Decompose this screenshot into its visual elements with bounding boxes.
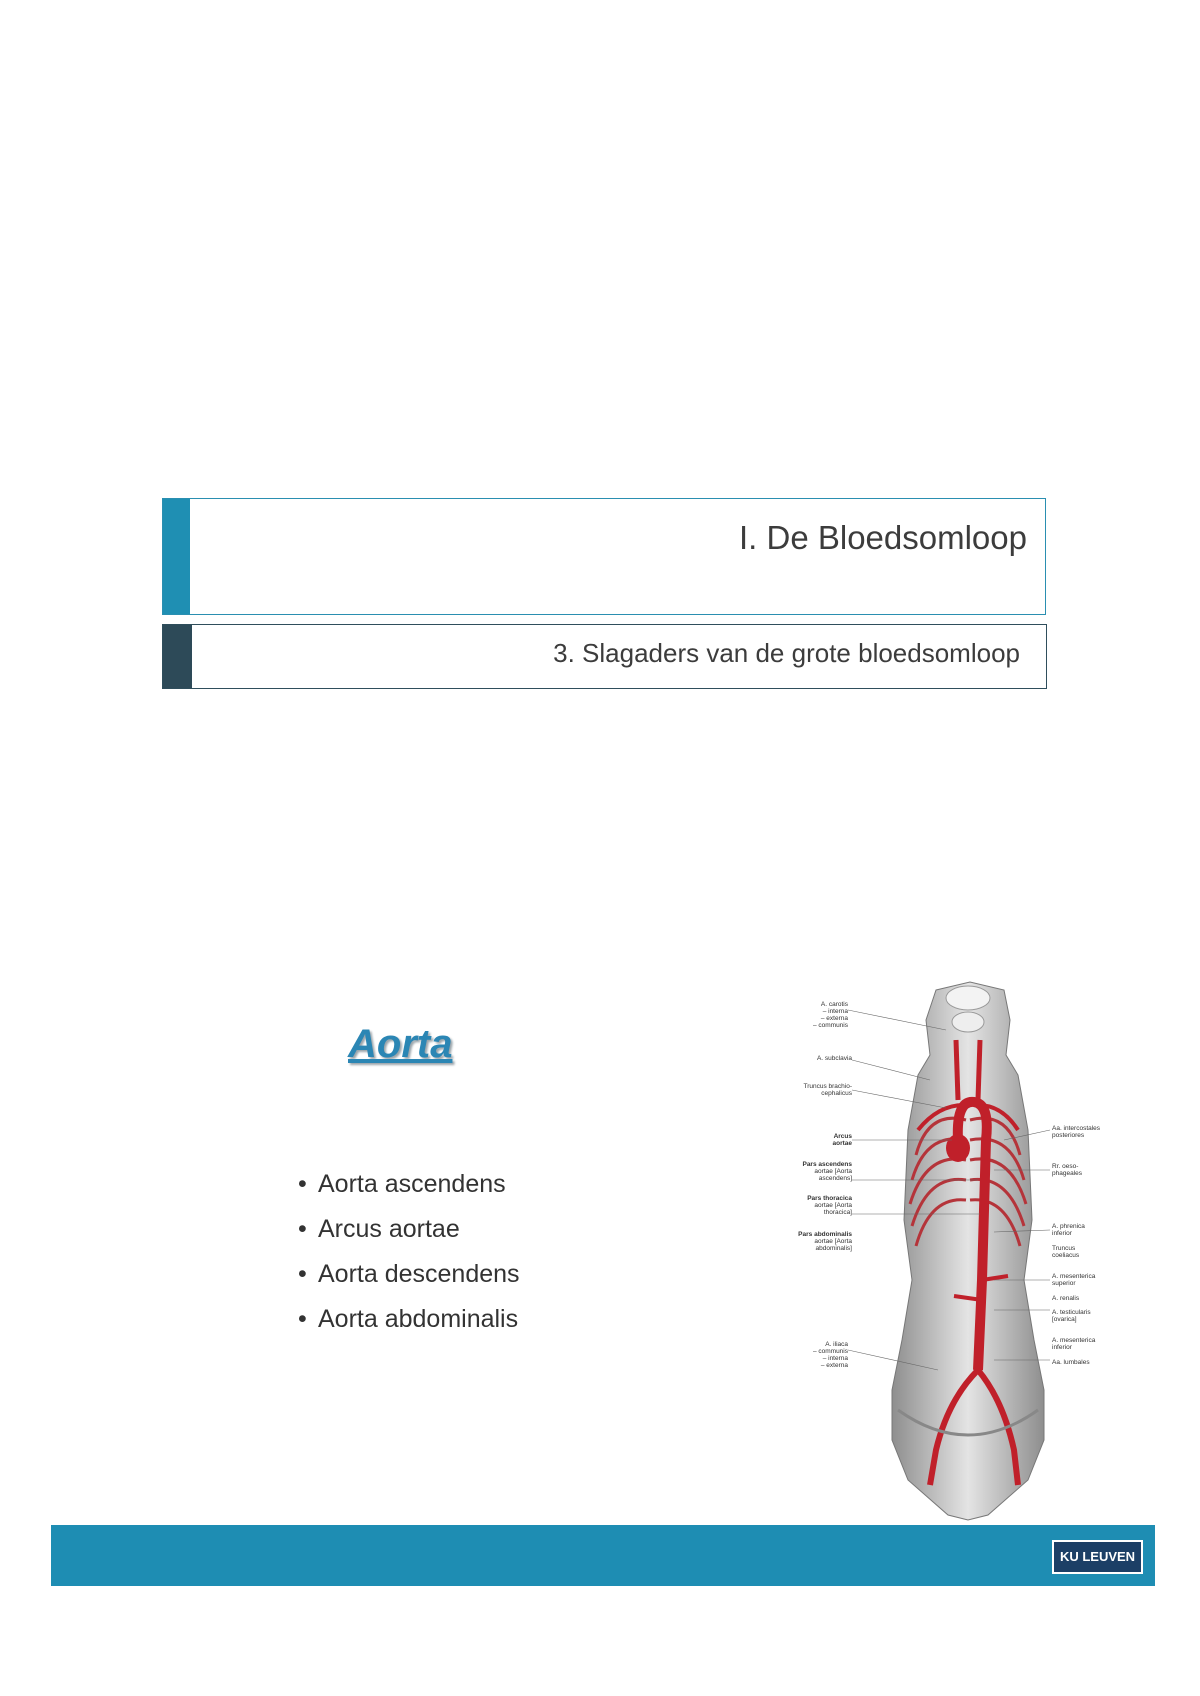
svg-text:Pars thoracica: Pars thoracica: [807, 1195, 852, 1202]
svg-text:aortae: aortae: [832, 1140, 852, 1147]
svg-text:A. mesenterica: A. mesenterica: [1052, 1337, 1096, 1344]
ku-leuven-logo: KU LEUVEN: [1052, 1540, 1143, 1574]
svg-text:– interna: – interna: [822, 1355, 848, 1362]
list-item: • Aorta descendens: [298, 1260, 520, 1288]
subtitle-accent-strip: [163, 625, 192, 688]
svg-text:Pars ascendens: Pars ascendens: [802, 1161, 852, 1168]
svg-text:– externa: – externa: [820, 1362, 848, 1369]
title-box: [162, 498, 1046, 615]
svg-text:superior: superior: [1052, 1280, 1076, 1287]
svg-text:[ovarica]: [ovarica]: [1052, 1316, 1077, 1323]
footer-bar: [51, 1525, 1155, 1586]
svg-text:– externa: – externa: [820, 1015, 848, 1022]
svg-text:aortae [Aorta: aortae [Aorta: [814, 1238, 852, 1245]
svg-text:– communis: – communis: [812, 1348, 848, 1355]
svg-text:A. mesenterica: A. mesenterica: [1052, 1273, 1096, 1280]
svg-text:A. phrenica: A. phrenica: [1052, 1223, 1085, 1230]
svg-text:A. iliaca: A. iliaca: [825, 1341, 848, 1348]
title-accent-strip: [163, 499, 190, 614]
svg-text:aortae [Aorta: aortae [Aorta: [814, 1168, 852, 1175]
svg-text:A. renalis: A. renalis: [1052, 1295, 1080, 1302]
svg-text:abdominalis]: abdominalis]: [815, 1245, 852, 1252]
svg-text:– interna: – interna: [822, 1008, 848, 1015]
svg-text:inferior: inferior: [1052, 1344, 1072, 1351]
page-title: I. De Bloedsomloop: [739, 519, 1027, 556]
svg-text:A. testicularis: A. testicularis: [1052, 1309, 1091, 1316]
svg-text:Rr. oeso-: Rr. oeso-: [1052, 1163, 1079, 1170]
svg-text:Aa. lumbales: Aa. lumbales: [1052, 1359, 1090, 1366]
svg-text:– communis: – communis: [812, 1022, 848, 1029]
svg-text:aortae [Aorta: aortae [Aorta: [814, 1202, 852, 1209]
svg-text:thoracica]: thoracica]: [823, 1209, 852, 1216]
list-item: • Aorta ascendens: [298, 1170, 506, 1198]
svg-text:inferior: inferior: [1052, 1230, 1072, 1237]
svg-text:Pars abdominalis: Pars abdominalis: [798, 1231, 852, 1238]
anatomy-illustration: [798, 980, 1118, 1525]
section-heading: Aorta: [348, 1022, 453, 1066]
svg-text:coeliacus: coeliacus: [1052, 1252, 1080, 1259]
svg-text:Truncus brachio-: Truncus brachio-: [803, 1083, 852, 1090]
svg-text:phageales: phageales: [1052, 1170, 1082, 1177]
page-subtitle: 3. Slagaders van de grote bloedsomloop: [553, 638, 1020, 668]
svg-text:Aa. intercostales: Aa. intercostales: [1052, 1125, 1101, 1132]
list-item: • Arcus aortae: [298, 1215, 460, 1243]
subtitle-box: [162, 624, 1047, 689]
svg-text:posteriores: posteriores: [1052, 1132, 1085, 1139]
svg-text:Arcus: Arcus: [833, 1133, 852, 1140]
svg-text:Truncus: Truncus: [1052, 1245, 1076, 1252]
svg-text:A. carotis: A. carotis: [820, 1001, 848, 1008]
aorta-list: [298, 1162, 520, 1342]
list-item: • Aorta abdominalis: [298, 1305, 519, 1333]
svg-text:ascendens]: ascendens]: [818, 1175, 852, 1182]
svg-text:cephalicus: cephalicus: [821, 1090, 852, 1097]
svg-text:A. subclavia: A. subclavia: [816, 1055, 852, 1062]
